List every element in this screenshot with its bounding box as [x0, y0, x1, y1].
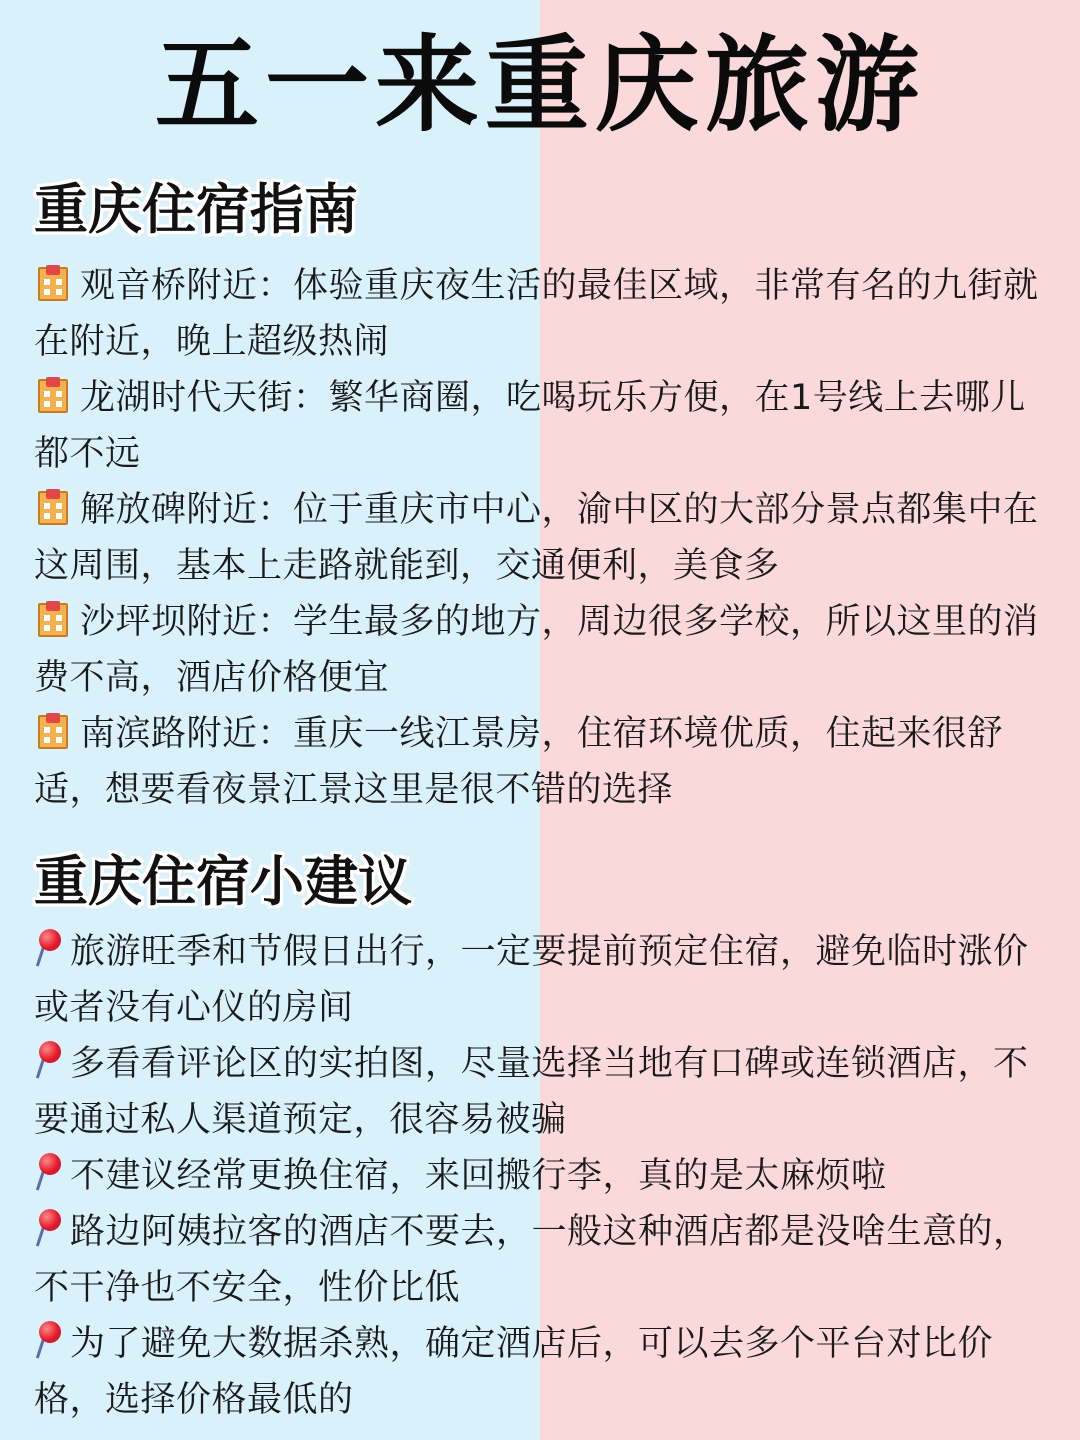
list-item-text: 多看看评论区的实拍图，尽量选择当地有口碑或连锁酒店，不要通过私人渠道预定，很容易被骗	[34, 1044, 1029, 1140]
hotel-icon	[34, 489, 72, 527]
list-item-text: 龙湖时代天街：繁华商圈，吃喝玩乐方便，在1号线上去哪儿都不远	[34, 378, 1026, 474]
hotel-icon	[34, 601, 72, 639]
list-item-text: 沙坪坝附近：学生最多的地方，周边很多学校，所以这里的消费不高，酒店价格便宜	[34, 602, 1039, 698]
pushpin-icon	[34, 1151, 64, 1193]
accommodation-tips-list	[34, 924, 1044, 1428]
hotel-icon	[34, 713, 72, 751]
list-item	[34, 924, 1044, 1036]
list-item-text: 解放碑附近：位于重庆市中心，渝中区的大部分景点都集中在这周围，基本上走路就能到，交通便利，美食多	[34, 490, 1039, 586]
accommodation-guide-list	[34, 258, 1044, 818]
list-item	[34, 706, 1044, 818]
hotel-icon	[34, 265, 72, 303]
list-item	[34, 594, 1044, 706]
pushpin-icon	[34, 1207, 64, 1249]
list-item-text: 旅游旺季和节假日出行，一定要提前预定住宿，避免临时涨价或者没有心仪的房间	[34, 932, 1029, 1028]
page-title: 五一来重庆旅游	[154, 24, 925, 146]
list-item-text: 路边阿姨拉客的酒店不要去，一般这种酒店都是没啥生意的，不干净也不安全，性价比低	[34, 1212, 1029, 1308]
list-item-text: 不建议经常更换住宿，来回搬行李，真的是太麻烦啦	[70, 1156, 887, 1196]
list-item	[34, 1036, 1044, 1148]
list-item-text: 为了避免大数据杀熟，确定酒店后，可以去多个平台对比价格，选择价格最低的	[34, 1324, 994, 1420]
list-item	[34, 1204, 1044, 1316]
pushpin-icon	[34, 927, 64, 969]
pushpin-icon	[34, 1039, 64, 1081]
list-item	[34, 1316, 1044, 1428]
list-item	[34, 258, 1044, 370]
pushpin-icon	[34, 1319, 64, 1361]
list-item	[34, 482, 1044, 594]
list-item-text: 南滨路附近：重庆一线江景房，住宿环境优质，住起来很舒适，想要看夜景江景这里是很不错的选择	[34, 714, 1004, 810]
list-item	[34, 1148, 1044, 1204]
section-title-accommodation-tips: 重庆住宿小建议	[34, 850, 412, 913]
list-item-text: 观音桥附近：体验重庆夜生活的最佳区域，非常有名的九街就在附近，晚上超级热闹	[34, 266, 1039, 362]
list-item	[34, 370, 1044, 482]
hotel-icon	[34, 377, 72, 415]
section-title-accommodation-guide: 重庆住宿指南	[34, 178, 358, 241]
